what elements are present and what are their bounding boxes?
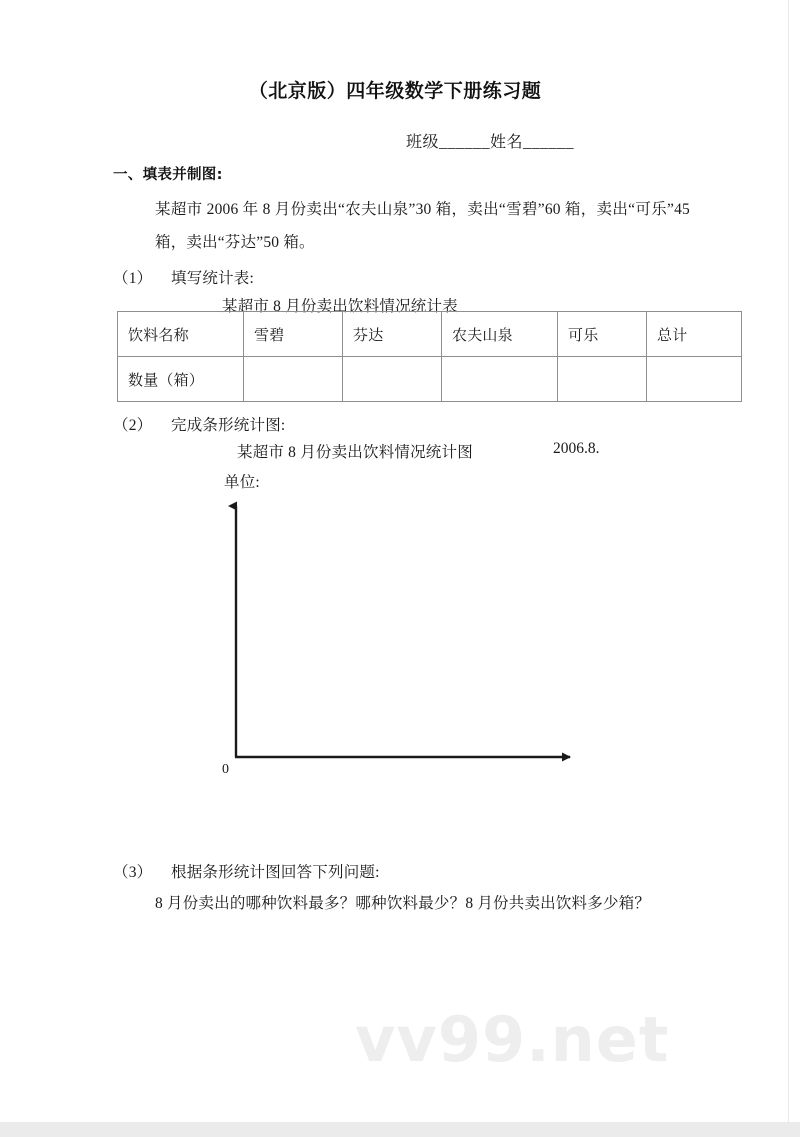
bar-chart-blank-axes[interactable]	[215, 495, 595, 785]
chart-unit-label: 单位:	[224, 474, 260, 491]
statistics-table	[117, 311, 742, 402]
page-right-border	[788, 0, 789, 1122]
sub-question-3-number: （3）	[113, 864, 153, 881]
student-name-field-line: 班级______姓名______	[405, 134, 574, 151]
table-caption: 某超市 8 月份卖出饮料情况统计表	[222, 298, 458, 315]
sub-question-2	[113, 409, 285, 442]
sub-question-3	[113, 856, 380, 889]
sub-question-2-number: （2）	[113, 417, 153, 434]
chart-title: 某超市 8 月份卖出饮料情况统计图	[237, 444, 473, 461]
section-heading: 一、填表并制图:	[113, 167, 223, 183]
chart-origin-label: 0	[222, 762, 229, 777]
table-header-cell-cola: 可乐	[558, 312, 647, 357]
table-header-cell-sprite: 雪碧	[244, 312, 343, 357]
question-3-body: 8 月份卖出的哪种饮料最多？哪种饮料最少？8 月份共卖出饮料多少箱？	[155, 895, 651, 912]
table-cell-cola-value[interactable]	[558, 357, 647, 402]
sub-question-3-label: 根据条形统计图回答下列问题:	[171, 864, 380, 881]
table-cell-sprite-value[interactable]	[244, 357, 343, 402]
problem-statement: 某超市 2006 年 8 月份卖出“农夫山泉”30 箱，卖出“雪碧”60 箱，卖出“可乐”45 箱，卖出“芬达”50 箱。	[155, 201, 690, 251]
table-cell-nongfu-value[interactable]	[442, 357, 558, 402]
table-cell-fanta-value[interactable]	[343, 357, 442, 402]
sub-question-1	[113, 262, 254, 295]
table-row	[118, 357, 742, 402]
table-header-cell-total: 总计	[647, 312, 742, 357]
table-row	[118, 312, 742, 357]
table-cell-total-value[interactable]	[647, 357, 742, 402]
sub-question-1-number: （1）	[113, 270, 153, 287]
table-header-cell-fanta: 芬达	[343, 312, 442, 357]
chart-axes-svg	[215, 495, 595, 785]
sub-question-2-label: 完成条形统计图:	[171, 417, 286, 434]
table-header-cell-name: 饮料名称	[118, 312, 244, 357]
sub-question-1-label: 填写统计表:	[171, 270, 255, 287]
page-bottom-border	[0, 1122, 800, 1137]
table-row-label-quantity: 数量（箱）	[118, 357, 244, 402]
watermark: vv99.net	[355, 1003, 670, 1076]
page-title: （北京版）四年级数学下册练习题	[248, 80, 542, 102]
chart-date-label: 2006.8.	[553, 440, 600, 457]
table-header-cell-nongfu: 农夫山泉	[442, 312, 558, 357]
